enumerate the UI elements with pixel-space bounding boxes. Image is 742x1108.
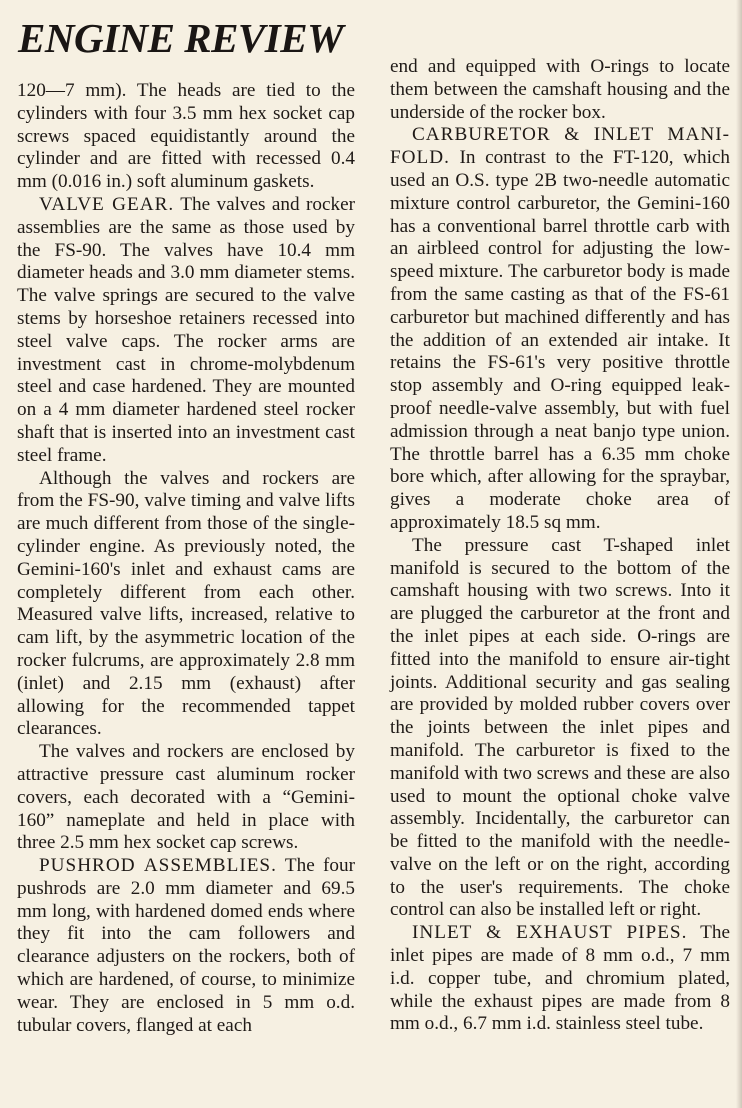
page-header: ENGINE REVIEW [18, 15, 344, 61]
paragraph-text: In contrast to the FT-120, which used an O.S. type 2B two-needle automatic mixture control carburetor, the Gemini-160 has a conventional barrel throttle carb with an airbleed control for adjusting the low-speed mixture. The carburetor body is made from the same casting as that of the FS-61 carburetor but machined differently and has the addition of an extended air intake. It retains the FS-61's very positive throttle stop assembly and O-ring equipped leak-proof needle-valve assembly, but with fuel admission through a neat banjo type union. The throttle barrel has a 6.35 mm choke bore which, after allowing for the spraybar, gives a moderate choke area of approximately 18.5 sq mm. [390, 147, 731, 533]
page-edge-shadow [736, 0, 742, 1108]
left-column [17, 80, 355, 1037]
paragraph: Although the valves and rockers are from the FS-90, valve timing and valve lifts are much different from those of the single-cylinder engine. As previously noted, the Gemini-160's inlet and exhaust cams are completely different from each other. Measured valve lifts, increased, relative to cam lift, by the asymmetric location of the rocker fulcrums, are approximately 2.8 mm (inlet) and 2.15 mm (exhaust) after allowing for the recommended tappet clearances. [17, 467, 355, 740]
section-heading: INLET & EXHAUST PIPES. [412, 922, 688, 944]
paragraph-text: The four pushrods are 2.0 mm diameter and 69.5 mm long, with hardened domed ends where they fit into the cam followers and clearance adjusters on the rockers, both of which are hardened, of course, to minimize wear. They are enclosed in 5 mm o.d. tubular covers, flanged at each [17, 855, 355, 1036]
paragraph: The valves and rockers are enclosed by attractive pressure cast aluminum rocker covers, each decorated with a “Gemini-160” nameplate and held in place with three 2.5 mm hex socket cap screws. [17, 741, 355, 854]
paragraph-pushrod [17, 855, 355, 1037]
section-heading: PUSHROD ASSEMBLIES. [39, 855, 277, 877]
paragraph-pipes [390, 922, 730, 1036]
paragraph: The pressure cast T-shaped inlet manifold is secured to the bottom of the camshaft housing with two screws. Into it are plugged the carburetor at the front and the inlet pipes at each side. O-rings are fitted into the manifold to ensure air-tight joints. Additional security and gas sealing are provided by molded rubber covers over the joints between the inlet pipes and manifold. The carburetor is fixed to the manifold with two screws and these are also used to mount the optional choke valve assembly. Incidentally, the carburetor can be fitted to the manifold with the needle-valve on the left or on the right, according to the user's requirements. The choke control can also be installed left or right. [390, 534, 730, 921]
paragraph-text: The valves and rocker assemblies are the same as those used by the FS-90. The valves have 10.4 mm diameter heads and 3.0 mm diameter stems. The valve springs are secured to the valve stems by horseshoe retainers recessed into steel valve caps. The rocker arms are investment cast in chrome-molybdenum steel and case hardened. They are mounted on a 4 mm diameter hardened steel rocker shaft that is inserted into an investment cast steel frame. [17, 193, 355, 466]
right-column [390, 56, 730, 1036]
paragraph-text: The inlet pipes are made of 8 mm o.d., 7 mm i.d. copper tube, and chromium plated, while the exhaust pipes are made from 8 mm o.d., 6.7 mm i.d. stainless steel tube. [390, 922, 730, 1035]
paragraph: end and equipped with O-rings to locate them between the camshaft housing and the underside of the rocker box. [390, 56, 730, 123]
paragraph: 120—7 mm). The heads are tied to the cylinders with four 3.5 mm hex socket cap screws spaced equidistantly around the cylinder and are fitted with recessed 0.4 mm (0.016 in.) soft aluminum gaskets. [17, 80, 355, 193]
section-heading: VALVE GEAR. [39, 193, 175, 215]
paragraph-carburetor [390, 124, 730, 534]
section-heading: CARBURETOR & INLET MANI-FOLD. [390, 124, 730, 169]
paragraph-valve-gear [17, 194, 355, 468]
